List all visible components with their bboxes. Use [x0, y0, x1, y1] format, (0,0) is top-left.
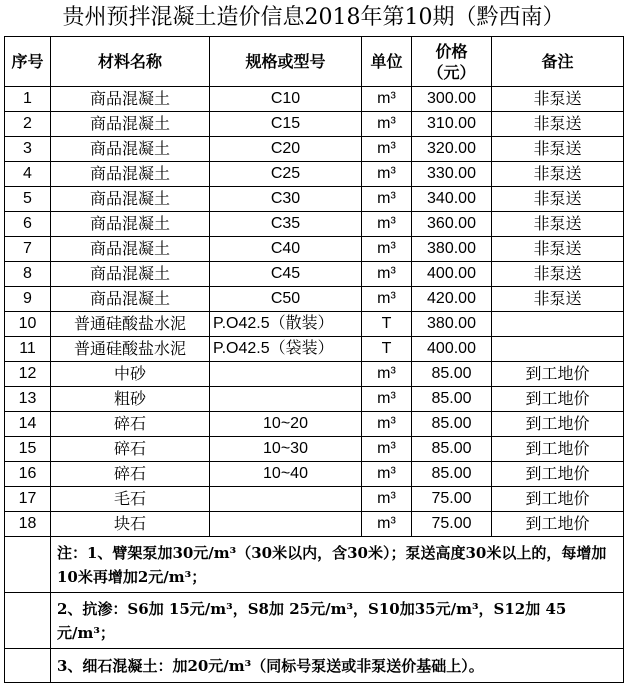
cell-material-name: 商品混凝土	[51, 162, 210, 187]
cell-price: 310.00	[412, 112, 492, 137]
cell-no: 12	[5, 362, 51, 387]
cell-price: 85.00	[412, 387, 492, 412]
cell-spec: C20	[210, 137, 362, 162]
cell-note: 非泵送	[492, 287, 624, 312]
cell-price: 380.00	[412, 312, 492, 337]
table-row	[5, 162, 624, 187]
cell-unit: m³	[362, 287, 412, 312]
cell-note: 到工地价	[492, 462, 624, 487]
header-no: 序号	[5, 37, 51, 87]
cell-no: 2	[5, 112, 51, 137]
cell-no: 9	[5, 287, 51, 312]
cell-spec	[210, 362, 362, 387]
cell-price: 75.00	[412, 512, 492, 537]
cell-unit: m³	[362, 437, 412, 462]
notes-section	[5, 537, 624, 683]
table-row	[5, 137, 624, 162]
cell-material-name: 商品混凝土	[51, 112, 210, 137]
header-unit: 单位	[362, 37, 412, 87]
cell-note: 到工地价	[492, 512, 624, 537]
cell-unit: m³	[362, 412, 412, 437]
cell-spec	[210, 487, 362, 512]
table-row	[5, 362, 624, 387]
table-row	[5, 212, 624, 237]
cell-spec: C15	[210, 112, 362, 137]
table-row	[5, 412, 624, 437]
cell-spec: C30	[210, 187, 362, 212]
cell-unit: m³	[362, 112, 412, 137]
header-price: 价格 （元）	[412, 37, 492, 87]
cell-unit: m³	[362, 262, 412, 287]
cell-no: 13	[5, 387, 51, 412]
cell-unit: m³	[362, 187, 412, 212]
cell-spec	[210, 512, 362, 537]
note-2: 2、抗渗：S6加 15元/m³，S8加 25元/m³，S10加35元/m³，S12加 45元/m³；	[51, 593, 624, 649]
cell-price: 420.00	[412, 287, 492, 312]
cell-price: 330.00	[412, 162, 492, 187]
cell-no: 14	[5, 412, 51, 437]
page-title: 贵州预拌混凝土造价信息2018年第10期（黔西南）	[62, 5, 565, 30]
cell-note: 到工地价	[492, 487, 624, 512]
cell-no: 8	[5, 262, 51, 287]
cell-material-name: 商品混凝土	[51, 187, 210, 212]
table-row	[5, 312, 624, 337]
cell-note: 非泵送	[492, 237, 624, 262]
cell-spec	[210, 387, 362, 412]
table-body	[5, 87, 624, 537]
table-row	[5, 337, 624, 362]
table-row	[5, 462, 624, 487]
cell-no: 6	[5, 212, 51, 237]
header-name: 材料名称	[51, 37, 210, 87]
price-table	[4, 36, 624, 683]
cell-spec: C45	[210, 262, 362, 287]
cell-note: 非泵送	[492, 87, 624, 112]
cell-unit: m³	[362, 87, 412, 112]
cell-spec: C35	[210, 212, 362, 237]
cell-note	[492, 312, 624, 337]
cell-unit: m³	[362, 137, 412, 162]
cell-unit: m³	[362, 162, 412, 187]
cell-material-name: 普通硅酸盐水泥	[51, 312, 210, 337]
cell-material-name: 碎石	[51, 462, 210, 487]
cell-spec: 10~40	[210, 462, 362, 487]
table-row	[5, 287, 624, 312]
cell-material-name: 商品混凝土	[51, 87, 210, 112]
cell-note	[492, 337, 624, 362]
cell-material-name: 碎石	[51, 437, 210, 462]
cell-no: 5	[5, 187, 51, 212]
cell-spec: C10	[210, 87, 362, 112]
cell-price: 75.00	[412, 487, 492, 512]
table-row	[5, 237, 624, 262]
cell-spec: 10~20	[210, 412, 362, 437]
cell-spec: C40	[210, 237, 362, 262]
cell-note: 到工地价	[492, 437, 624, 462]
cell-price: 360.00	[412, 212, 492, 237]
cell-material-name: 中砂	[51, 362, 210, 387]
cell-spec: 10~30	[210, 437, 362, 462]
table-row	[5, 437, 624, 462]
cell-unit: m³	[362, 512, 412, 537]
cell-material-name: 毛石	[51, 487, 210, 512]
cell-no: 17	[5, 487, 51, 512]
cell-price: 85.00	[412, 462, 492, 487]
cell-material-name: 普通硅酸盐水泥	[51, 337, 210, 362]
cell-note: 非泵送	[492, 137, 624, 162]
cell-price: 380.00	[412, 237, 492, 262]
cell-material-name: 商品混凝土	[51, 287, 210, 312]
cell-price: 400.00	[412, 337, 492, 362]
cell-price: 300.00	[412, 87, 492, 112]
cell-price: 85.00	[412, 362, 492, 387]
cell-price: 320.00	[412, 137, 492, 162]
cell-no: 3	[5, 137, 51, 162]
cell-material-name: 商品混凝土	[51, 262, 210, 287]
table-row	[5, 187, 624, 212]
cell-note: 到工地价	[492, 362, 624, 387]
table-row	[5, 262, 624, 287]
cell-unit: m³	[362, 212, 412, 237]
cell-no: 11	[5, 337, 51, 362]
note-1: 注：1、臂架泵加30元/m³（30米以内，含30米）；泵送高度30米以上的，每增加10米再增加2元/m³；	[51, 537, 624, 593]
cell-spec: C50	[210, 287, 362, 312]
table-row	[5, 387, 624, 412]
note-row	[5, 649, 624, 683]
cell-spec: C25	[210, 162, 362, 187]
cell-unit: m³	[362, 237, 412, 262]
cell-note: 到工地价	[492, 387, 624, 412]
cell-material-name: 商品混凝土	[51, 212, 210, 237]
cell-material-name: 粗砂	[51, 387, 210, 412]
cell-unit: T	[362, 312, 412, 337]
header-row	[5, 37, 624, 87]
cell-note: 到工地价	[492, 412, 624, 437]
cell-no: 10	[5, 312, 51, 337]
cell-no: 16	[5, 462, 51, 487]
cell-no: 4	[5, 162, 51, 187]
cell-no: 7	[5, 237, 51, 262]
header-spec: 规格或型号	[210, 37, 362, 87]
cell-note: 非泵送	[492, 112, 624, 137]
cell-material-name: 块石	[51, 512, 210, 537]
note-row	[5, 593, 624, 649]
cell-price: 85.00	[412, 412, 492, 437]
cell-no: 18	[5, 512, 51, 537]
cell-no: 1	[5, 87, 51, 112]
cell-price: 400.00	[412, 262, 492, 287]
cell-material-name: 碎石	[51, 412, 210, 437]
note-3: 3、细石混凝土：加20元/m³（同标号泵送或非泵送价基础上）。	[51, 649, 624, 683]
cell-spec: P.O42.5（袋装）	[210, 337, 362, 362]
table-row	[5, 112, 624, 137]
cell-note: 非泵送	[492, 187, 624, 212]
cell-note: 非泵送	[492, 262, 624, 287]
table-row	[5, 87, 624, 112]
table-row	[5, 487, 624, 512]
note-row	[5, 537, 624, 593]
cell-spec: P.O42.5（散装）	[210, 312, 362, 337]
cell-note: 非泵送	[492, 162, 624, 187]
cell-price: 340.00	[412, 187, 492, 212]
cell-unit: m³	[362, 487, 412, 512]
cell-unit: m³	[362, 462, 412, 487]
cell-note: 非泵送	[492, 212, 624, 237]
table-row	[5, 512, 624, 537]
cell-unit: m³	[362, 362, 412, 387]
cell-unit: T	[362, 337, 412, 362]
cell-no: 15	[5, 437, 51, 462]
cell-material-name: 商品混凝土	[51, 237, 210, 262]
cell-unit: m³	[362, 387, 412, 412]
header-note: 备注	[492, 37, 624, 87]
cell-price: 85.00	[412, 437, 492, 462]
cell-material-name: 商品混凝土	[51, 137, 210, 162]
